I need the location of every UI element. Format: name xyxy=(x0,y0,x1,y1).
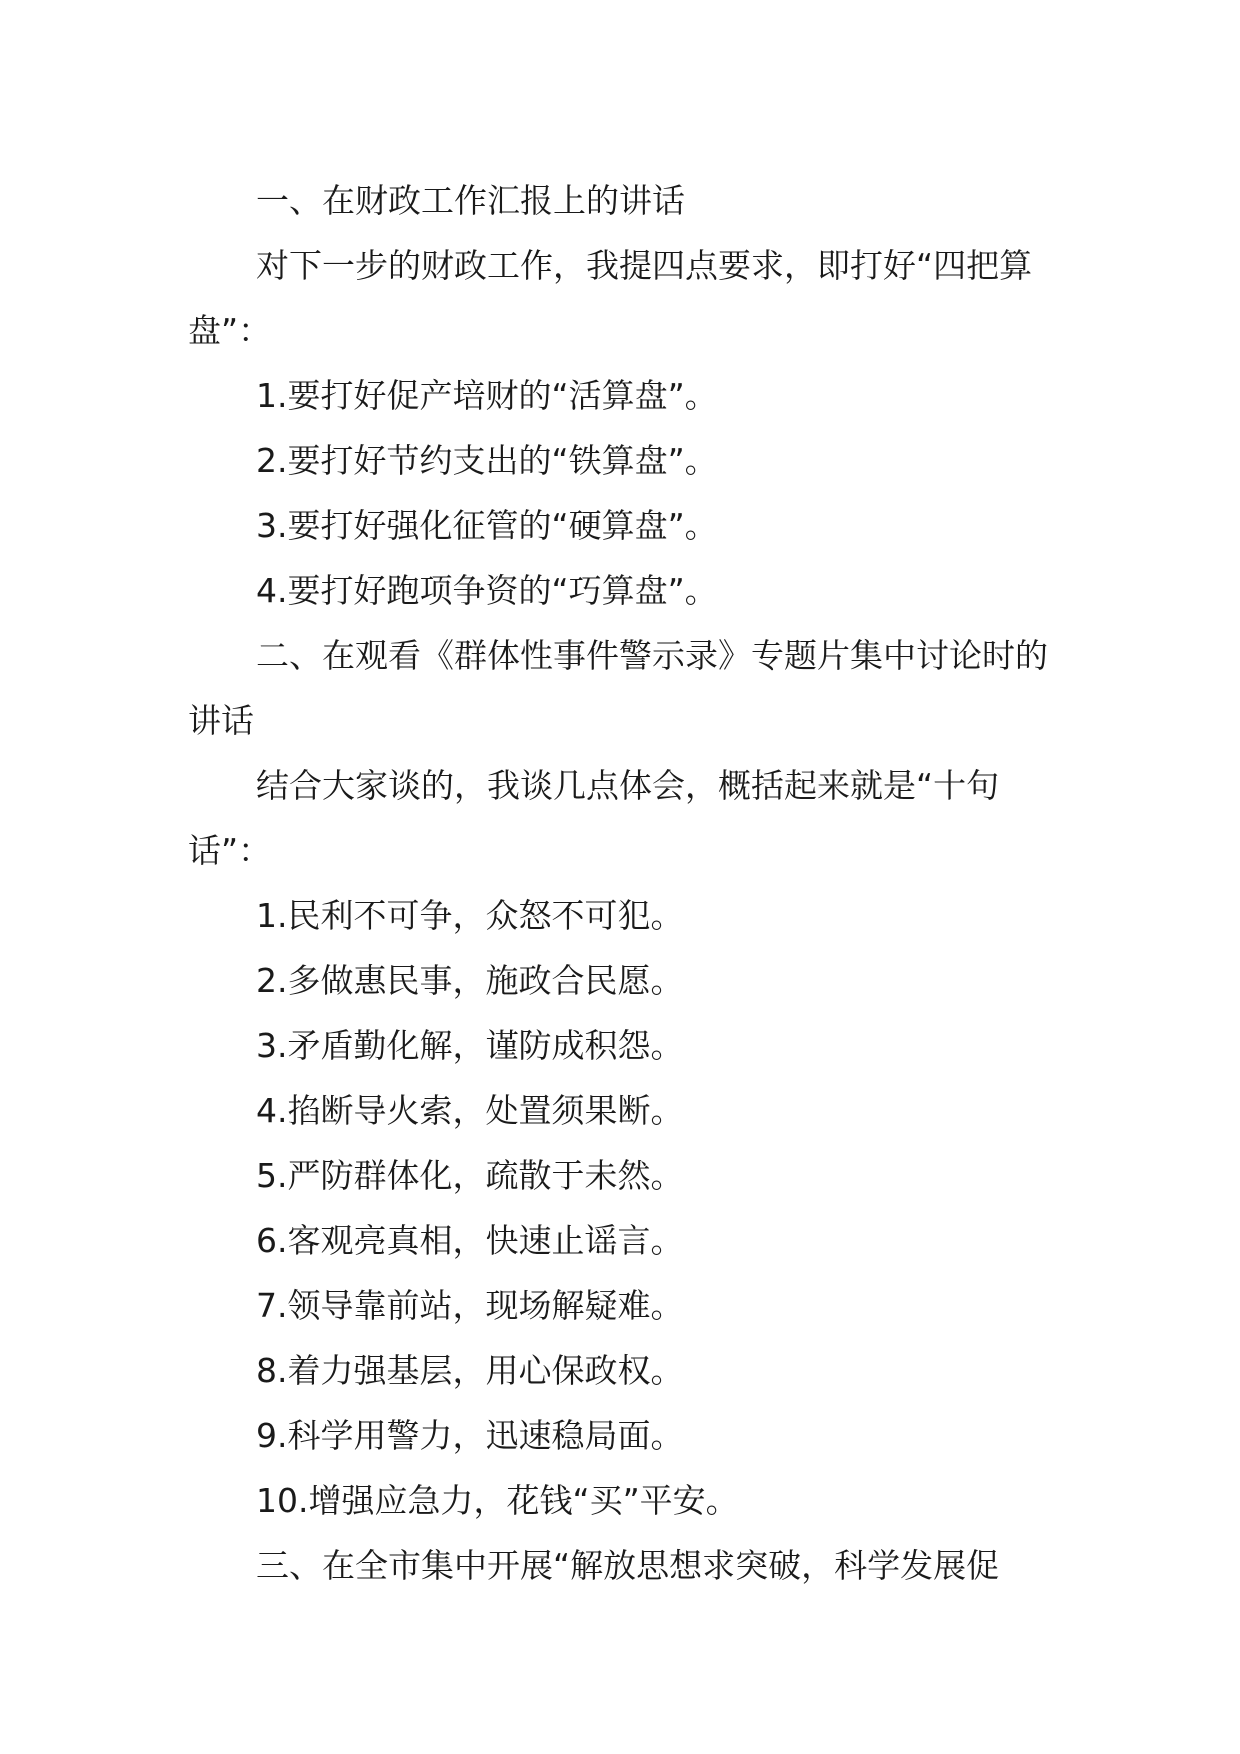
intro-paragraph-2: 结合大家谈的，我谈几点体会，概括起来就是“十句话”： xyxy=(188,766,1000,870)
list-item: 4.掐断导火索，处置须果断。 xyxy=(256,1091,684,1130)
list-item: 8.着力强基层，用心保政权。 xyxy=(256,1351,684,1390)
list-item: 2.要打好节约支出的“铁算盘”。 xyxy=(256,441,718,480)
list-item: 2.多做惠民事，施政合民愿。 xyxy=(256,961,684,1000)
list-item: 6.客观亮真相，快速止谣言。 xyxy=(256,1221,684,1260)
list-item: 1.要打好促产培财的“活算盘”。 xyxy=(256,376,718,415)
list-item: 3.矛盾勤化解，谨防成积怨。 xyxy=(256,1026,684,1065)
section-heading-1: 一、在财政工作汇报上的讲话 xyxy=(256,181,685,220)
section-heading-3: 三、在全市集中开展“解放思想求突破，科学发展促 xyxy=(256,1546,1000,1585)
list-item: 9.科学用警力，迅速稳局面。 xyxy=(256,1416,684,1455)
section-heading-2: 二、在观看《群体性事件警示录》专题片集中讨论时的讲话 xyxy=(188,636,1048,740)
list-item: 10.增强应急力，花钱“买”平安。 xyxy=(256,1481,739,1520)
list-item: 5.严防群体化，疏散于未然。 xyxy=(256,1156,684,1195)
list-item: 3.要打好强化征管的“硬算盘”。 xyxy=(256,506,718,545)
document-body xyxy=(188,168,1058,1598)
list-item: 4.要打好跑项争资的“巧算盘”。 xyxy=(256,571,718,610)
list-item: 7.领导靠前站，现场解疑难。 xyxy=(256,1286,684,1325)
list-item: 1.民利不可争，众怒不可犯。 xyxy=(256,896,684,935)
intro-paragraph-1: 对下一步的财政工作，我提四点要求，即打好“四把算盘”： xyxy=(188,246,1033,350)
